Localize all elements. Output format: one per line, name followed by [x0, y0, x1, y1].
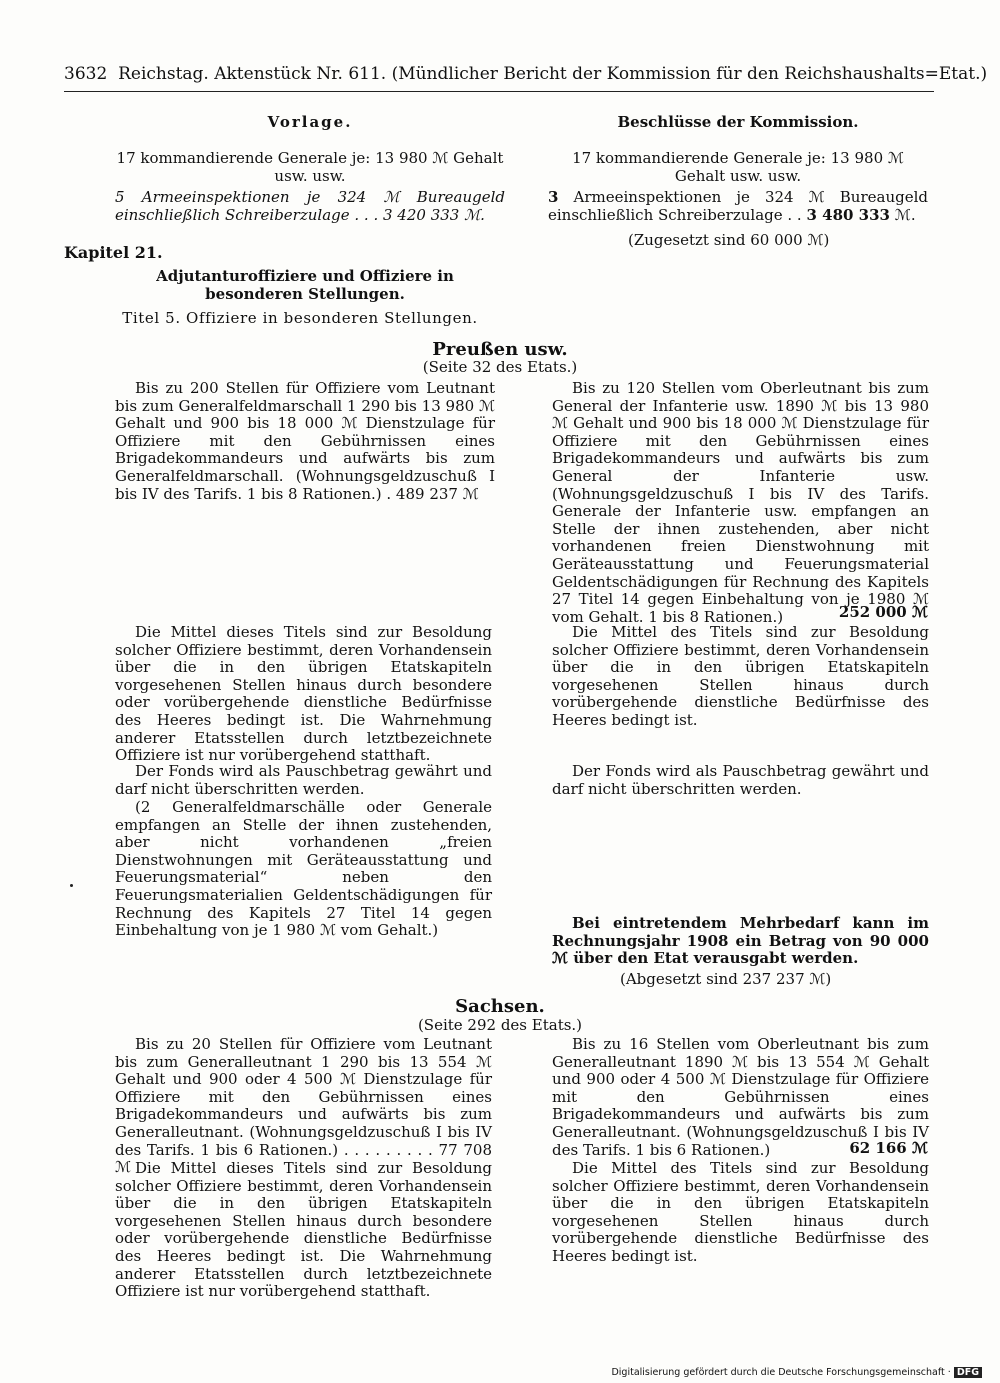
header-rule	[64, 91, 934, 92]
right-generals-line: 17 kommandierende Generale je: 13 980 ℳ Gehalt usw. usw.	[572, 149, 904, 185]
saxony-left-means: Die Mittel dieses Titels sind zur Besoldung solcher Offiziere bestimmt, deren Vorhandensein über die in den übrigen Etatskapiteln vorgesehenen Stellen hinaus durch besondere oder vorübergehende dienstliche Bedürfnisse des Heeres bedingt ist. Die Wahrnehmung anderer Etatsstellen durch letztbezeichnete Offiziere ist nur vorübergehend statthaft.	[115, 1159, 492, 1301]
right-inspections-count: 3	[548, 188, 559, 206]
saxony-right-amount: 62 166 ℳ	[849, 1139, 928, 1157]
dfg-logo: DFG	[954, 1367, 982, 1378]
saxony-right-paragraph: Bis zu 16 Stellen vom Oberleutnant bis zum Generalleutnant 1890 ℳ bis 13 554 ℳ Gehalt und 900 oder 4 500 ℳ Dienstzulage für Offiziere mit den Gebührnissen eines Brigadekommandeurs und aufwärts bis zum Generalleutnant. (Wohnungsgeldzuschuß I bis IV des Tarifs. 1 bis 6 Rationen.)	[552, 1035, 929, 1159]
right-column-heading: Beschlüsse der Kommission.	[617, 113, 859, 131]
prussia-left-paragraph: Bis zu 200 Stellen für Offiziere vom Leutnant bis zum Generalfeldmarschall 1 290 bis 13 980 ℳ Gehalt und 900 bis 18 000 ℳ Dienstzulage für Offiziere mit den Gebührnissen eines Brigadekommandeurs und aufwärts bis zum Generalfeldmarschall. (Wohnungsgeldzuschuß I bis IV des Tarifs. 1 bis 8 Rationen.) . 489 237 ℳ	[115, 379, 495, 503]
prussia-left-note: (2 Generalfeldmarschälle oder Generale empfangen an Stelle der ihnen zustehenden, aber nicht vorhandenen „freien Dienstwohnungen mit Geräteausstattung und Feuerungsmaterial“ neben den Feuerungsmaterialien Geldentschädigungen für Rechnung des Kapitels 27 Titel 14 gegen Einbehaltung von je 1 980 ℳ vom Gehalt.)	[115, 798, 492, 940]
saxony-seite: (Seite 292 des Etats.)	[417, 1016, 583, 1034]
chapter-subtitle: Adjutanturoffiziere und Offiziere in besonderen Stellungen.	[156, 267, 454, 303]
prussia-right-means: Die Mittel des Titels sind zur Besoldung solcher Offiziere bestimmt, deren Vorhandensein über die in den übrigen Etatskapiteln vorgesehenen Stellen hinaus durch vorübergehende dienstliche Bedürfnisse des Heeres bedingt ist.	[552, 623, 929, 729]
right-inspections-unit: ℳ.	[894, 205, 916, 224]
title-line: Titel 5. Offiziere in besonderen Stellungen.	[122, 309, 478, 327]
page-number: 3632	[64, 64, 108, 84]
saxony-right-means: Die Mittel des Titels sind zur Besoldung solcher Offiziere bestimmt, deren Vorhandensein über die in den übrigen Etatskapiteln vorgesehenen Stellen hinaus durch vorübergehende dienstliche Bedürfnisse des Heeres bedingt ist.	[552, 1159, 929, 1265]
saxony-left-paragraph: Bis zu 20 Stellen für Offiziere vom Leutnant bis zum Generalleutnant 1 290 bis 13 554 ℳ Gehalt und 900 oder 4 500 ℳ Dienstzulage für Offiziere mit den Gebührnissen eines Brigadekommandeurs und aufwärts bis zum Generalleutnant. (Wohnungsgeldzuschuß I bis IV des Tarifs. 1 bis 6 Rationen.) . . . . . . . . . 77 708 ℳ	[115, 1035, 492, 1177]
digitization-footer	[611, 1367, 982, 1378]
left-column-heading: Vorlage.	[267, 113, 353, 131]
running-title: Reichstag. Aktenstück Nr. 611. (Mündlicher Bericht der Kommission für den Reichshaushalts=Etat.)	[118, 64, 988, 84]
prussia-right-fonds: Der Fonds wird als Pauschbetrag gewährt und darf nicht überschritten werden.	[552, 762, 929, 798]
right-inspections-text: Armeeinspektionen je 324 ℳ Bureaugeld einschließlich Schreiberzulage . .	[548, 188, 928, 224]
prussia-left-means: Die Mittel dieses Titels sind zur Besoldung solcher Offiziere bestimmt, deren Vorhandensein über die in den übrigen Etatskapiteln vorgesehenen Stellen hinaus durch besondere oder vorübergehende dienstliche Bedürfnisse des Heeres bedingt ist. Die Wahrnehmung anderer Etatsstellen durch letztbezeichnete Offiziere ist nur vorübergehend statthaft.	[115, 623, 492, 765]
saxony-heading: Sachsen.	[455, 996, 545, 1017]
prussia-right-paragraph: Bis zu 120 Stellen vom Oberleutnant bis zum General der Infanterie usw. 1890 ℳ bis 13 980 ℳ Gehalt und 900 bis 18 000 ℳ Dienstzulage für Offiziere mit den Gebührnissen eines Brigadekommandeurs und aufwärts bis zum General der Infanterie usw. (Wohnungsgeldzuschuß I bis IV des Tarifs. Generale der Infanterie usw. empfangen an Stelle der ihnen zustehenden, aber nicht vorhandenen freien Dienstwohnung mit Geräteausstattung und Feuerungsmaterial Geldentschädigungen für Rechnung des Kapitels 27 Titel 14 gegen Einbehaltung von je 1980 ℳ vom Gehalt. 1 bis 8 Rationen.)	[552, 379, 929, 626]
prussia-left-fonds: Der Fonds wird als Pauschbetrag gewährt und darf nicht überschritten werden.	[115, 762, 492, 798]
left-generals-line: 17 kommandierende Generale je: 13 980 ℳ Gehalt usw. usw.	[116, 149, 504, 185]
prussia-right-amount: 252 000 ℳ	[838, 603, 928, 621]
left-inspections-line: 5 Armeeinspektionen je 324 ℳ Bureaugeld einschließlich Schreiberzulage . . . 3 420 333 ℳ.	[115, 188, 505, 224]
right-added-note: (Zugesetzt sind 60 000 ℳ)	[628, 231, 830, 249]
prussia-heading: Preußen usw.	[432, 339, 568, 360]
right-inspections-amount: 3 480 333	[806, 205, 890, 224]
footer-text: Digitalisierung gefördert durch die Deutsche Forschungsgemeinschaft ·	[611, 1367, 951, 1378]
right-inspections-line	[548, 189, 928, 224]
prussia-right-extra-provision: Bei eintretendem Mehrbedarf kann im Rechnungsjahr 1908 ein Betrag von 90 000 ℳ über den Etat verausgabt werden.	[552, 914, 929, 968]
prussia-seite: (Seite 32 des Etats.)	[422, 358, 578, 376]
prussia-right-deducted: (Abgesetzt sind 237 237 ℳ)	[620, 970, 832, 988]
chapter-label: Kapitel 21.	[64, 243, 163, 262]
margin-mark	[70, 884, 73, 887]
running-header	[64, 64, 988, 84]
